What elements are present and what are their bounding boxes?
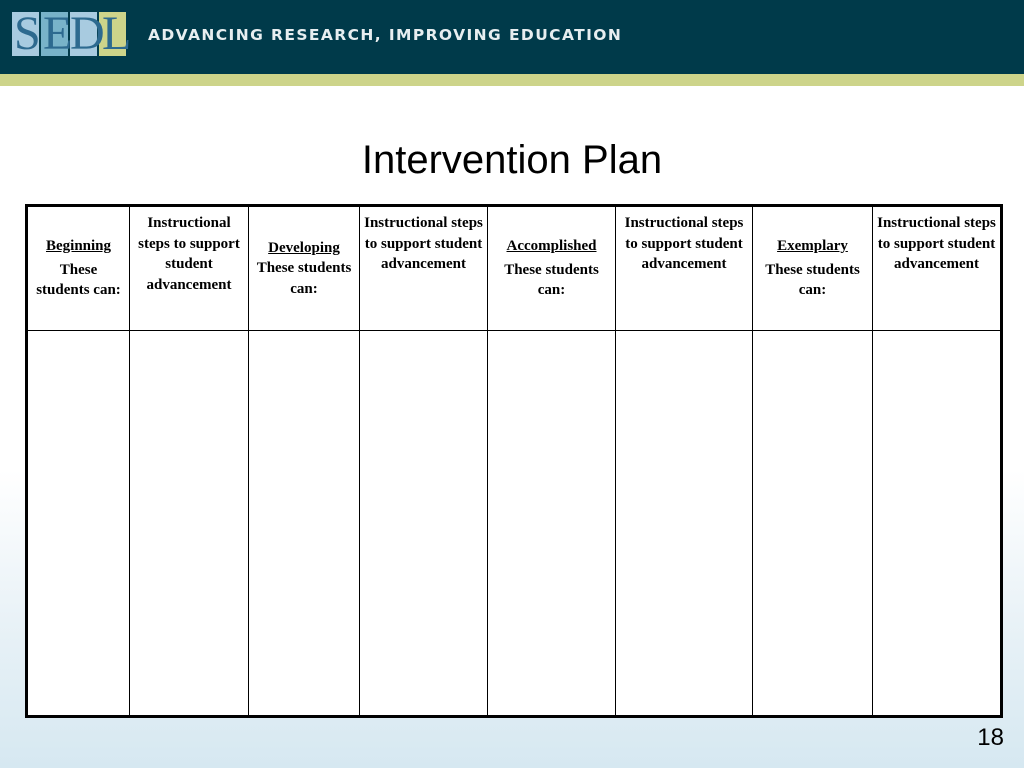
header-cell-accomplished [488,206,616,331]
table-cell[interactable] [753,331,873,717]
logo-letter-e: E [43,7,72,60]
header-cell-exemplary [753,206,873,331]
header-cell-steps-4: Instructional steps to support student advancement [873,206,1002,331]
page-number: 18 [977,724,1004,751]
table-cell[interactable] [488,331,616,717]
header-cell-steps-3: Instructional steps to support student advancement [616,206,753,331]
level-description: These students can: [504,261,599,299]
intervention-plan-table [25,204,1003,718]
header-cell-steps-1: Instructional steps to support student advancement [130,206,249,331]
table-cell[interactable] [27,331,130,717]
table-cell[interactable] [360,331,488,717]
level-label: Accomplished [506,238,597,255]
level-label: Exemplary [777,238,848,255]
level-label: Developing [268,239,340,256]
level-description: These students can: [256,260,352,297]
header-tagline: ADVANCING RESEARCH, IMPROVING EDUCATION [148,26,623,44]
header-cell-beginning [27,206,130,331]
slide-title: Intervention Plan [361,138,663,182]
header-stripe [0,74,1024,86]
sedl-logo [12,8,136,60]
header-cell-developing [249,206,360,331]
logo-letter-l: L [102,7,131,60]
table-cell[interactable] [249,331,360,717]
logo-letter-s: S [14,7,40,60]
logo-letter-d: D [70,7,104,60]
header-bar [0,0,1024,74]
level-label: Beginning [45,238,112,255]
table-cell[interactable] [616,331,753,717]
table-cell[interactable] [873,331,1002,717]
table-header-row [27,206,1002,331]
level-description: These students can: [36,261,121,299]
level-description: These students can: [765,261,860,299]
header-cell-steps-2: Instructional steps to support student advancement [360,206,488,331]
table-cell[interactable] [130,331,249,717]
table-body-row [27,331,1002,717]
